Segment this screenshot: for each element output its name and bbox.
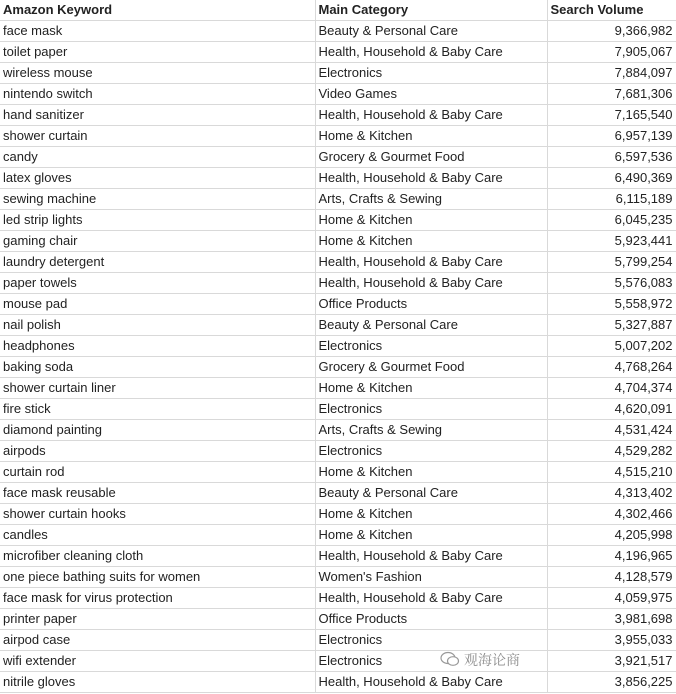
category-cell[interactable]: Health, Household & Baby Care bbox=[315, 42, 547, 63]
table-row bbox=[0, 273, 676, 294]
wechat-icon bbox=[440, 651, 460, 673]
keyword-cell[interactable]: face mask for virus protection bbox=[0, 588, 315, 609]
search-volume-cell[interactable]: 6,115,189 bbox=[547, 189, 676, 210]
search-volume-cell[interactable]: 6,490,369 bbox=[547, 168, 676, 189]
table-row bbox=[0, 189, 676, 210]
category-cell[interactable]: Electronics bbox=[315, 441, 547, 462]
category-cell[interactable]: Home & Kitchen bbox=[315, 126, 547, 147]
table-row bbox=[0, 168, 676, 189]
category-cell[interactable]: Electronics bbox=[315, 63, 547, 84]
keyword-cell[interactable]: nitrile gloves bbox=[0, 672, 315, 693]
table-row bbox=[0, 105, 676, 126]
category-cell[interactable]: Office Products bbox=[315, 294, 547, 315]
table-row bbox=[0, 630, 676, 651]
table-row bbox=[0, 420, 676, 441]
keyword-cell[interactable]: wireless mouse bbox=[0, 63, 315, 84]
keyword-cell[interactable]: gaming chair bbox=[0, 231, 315, 252]
search-volume-cell[interactable]: 4,313,402 bbox=[547, 483, 676, 504]
keyword-cell[interactable]: mouse pad bbox=[0, 294, 315, 315]
category-cell[interactable]: Home & Kitchen bbox=[315, 525, 547, 546]
search-volume-cell[interactable]: 5,007,202 bbox=[547, 336, 676, 357]
category-cell[interactable]: Electronics bbox=[315, 399, 547, 420]
search-volume-cell[interactable]: 4,529,282 bbox=[547, 441, 676, 462]
search-volume-cell[interactable]: 4,531,424 bbox=[547, 420, 676, 441]
search-volume-cell[interactable]: 4,620,091 bbox=[547, 399, 676, 420]
keyword-cell[interactable]: microfiber cleaning cloth bbox=[0, 546, 315, 567]
category-cell[interactable]: Home & Kitchen bbox=[315, 378, 547, 399]
table-row bbox=[0, 336, 676, 357]
search-volume-cell[interactable]: 4,302,466 bbox=[547, 504, 676, 525]
search-volume-cell[interactable]: 4,128,579 bbox=[547, 567, 676, 588]
search-volume-cell[interactable]: 3,955,033 bbox=[547, 630, 676, 651]
category-cell[interactable]: Office Products bbox=[315, 609, 547, 630]
table-row bbox=[0, 546, 676, 567]
keyword-cell[interactable]: nail polish bbox=[0, 315, 315, 336]
search-volume-cell[interactable]: 4,515,210 bbox=[547, 462, 676, 483]
table-row bbox=[0, 378, 676, 399]
table-row bbox=[0, 567, 676, 588]
keyword-cell[interactable]: baking soda bbox=[0, 357, 315, 378]
keyword-cell[interactable]: face mask bbox=[0, 21, 315, 42]
category-cell[interactable]: Beauty & Personal Care bbox=[315, 21, 547, 42]
table-row bbox=[0, 147, 676, 168]
category-cell[interactable]: Home & Kitchen bbox=[315, 231, 547, 252]
category-cell[interactable]: Women's Fashion bbox=[315, 567, 547, 588]
table-row bbox=[0, 525, 676, 546]
search-volume-cell[interactable]: 9,366,982 bbox=[547, 21, 676, 42]
search-volume-cell[interactable]: 7,905,067 bbox=[547, 42, 676, 63]
category-cell[interactable]: Arts, Crafts & Sewing bbox=[315, 189, 547, 210]
table-row bbox=[0, 672, 676, 693]
header-search-volume[interactable]: Search Volume bbox=[547, 0, 676, 21]
search-volume-cell[interactable]: 4,704,374 bbox=[547, 378, 676, 399]
table-row bbox=[0, 651, 676, 672]
category-cell[interactable]: Electronics bbox=[315, 336, 547, 357]
keyword-cell[interactable]: one piece bathing suits for women bbox=[0, 567, 315, 588]
search-volume-cell[interactable]: 7,681,306 bbox=[547, 84, 676, 105]
keyword-cell[interactable]: shower curtain hooks bbox=[0, 504, 315, 525]
table-row bbox=[0, 42, 676, 63]
table-row bbox=[0, 357, 676, 378]
table-row bbox=[0, 210, 676, 231]
keyword-cell[interactable]: shower curtain bbox=[0, 126, 315, 147]
search-volume-cell[interactable]: 5,576,083 bbox=[547, 273, 676, 294]
category-cell[interactable]: Beauty & Personal Care bbox=[315, 483, 547, 504]
table-row bbox=[0, 504, 676, 525]
table-row bbox=[0, 63, 676, 84]
keyword-cell[interactable]: headphones bbox=[0, 336, 315, 357]
table-row bbox=[0, 21, 676, 42]
search-volume-cell[interactable]: 4,059,975 bbox=[547, 588, 676, 609]
category-cell[interactable]: Health, Household & Baby Care bbox=[315, 273, 547, 294]
table-row bbox=[0, 609, 676, 630]
keyword-cell[interactable]: nintendo switch bbox=[0, 84, 315, 105]
table-row bbox=[0, 231, 676, 252]
table-row bbox=[0, 483, 676, 504]
keyword-cell[interactable]: candles bbox=[0, 525, 315, 546]
category-cell[interactable]: Home & Kitchen bbox=[315, 462, 547, 483]
table-row bbox=[0, 588, 676, 609]
category-cell[interactable]: Video Games bbox=[315, 84, 547, 105]
category-cell[interactable]: Health, Household & Baby Care bbox=[315, 588, 547, 609]
keyword-cell[interactable]: candy bbox=[0, 147, 315, 168]
search-volume-cell[interactable]: 4,768,264 bbox=[547, 357, 676, 378]
search-volume-cell[interactable]: 6,045,235 bbox=[547, 210, 676, 231]
table-row bbox=[0, 294, 676, 315]
keyword-cell[interactable]: hand sanitizer bbox=[0, 105, 315, 126]
table-row bbox=[0, 315, 676, 336]
watermark-text: 观海论商 bbox=[464, 653, 520, 669]
keyword-cell[interactable]: paper towels bbox=[0, 273, 315, 294]
keyword-cell[interactable]: face mask reusable bbox=[0, 483, 315, 504]
category-cell[interactable]: Health, Household & Baby Care bbox=[315, 105, 547, 126]
category-cell[interactable]: Home & Kitchen bbox=[315, 210, 547, 231]
keyword-cell[interactable]: curtain rod bbox=[0, 462, 315, 483]
table-row bbox=[0, 399, 676, 420]
keyword-cell[interactable]: airpods bbox=[0, 441, 315, 462]
search-volume-cell[interactable]: 5,799,254 bbox=[547, 252, 676, 273]
category-cell[interactable]: Health, Household & Baby Care bbox=[315, 252, 547, 273]
category-cell[interactable]: Electronics bbox=[315, 630, 547, 651]
table-row bbox=[0, 441, 676, 462]
keyword-cell[interactable]: airpod case bbox=[0, 630, 315, 651]
keyword-cell[interactable]: fire stick bbox=[0, 399, 315, 420]
search-volume-cell[interactable]: 5,558,972 bbox=[547, 294, 676, 315]
search-volume-cell[interactable]: 4,196,965 bbox=[547, 546, 676, 567]
search-volume-cell[interactable]: 3,981,698 bbox=[547, 609, 676, 630]
category-cell[interactable]: Grocery & Gourmet Food bbox=[315, 357, 547, 378]
keyword-cell[interactable]: printer paper bbox=[0, 609, 315, 630]
header-row bbox=[0, 0, 676, 21]
keyword-cell[interactable]: diamond painting bbox=[0, 420, 315, 441]
category-cell[interactable]: Beauty & Personal Care bbox=[315, 315, 547, 336]
table-row bbox=[0, 252, 676, 273]
category-cell[interactable]: Health, Household & Baby Care bbox=[315, 546, 547, 567]
search-volume-cell[interactable]: 5,923,441 bbox=[547, 231, 676, 252]
keyword-cell[interactable]: toilet paper bbox=[0, 42, 315, 63]
search-volume-cell[interactable]: 4,205,998 bbox=[547, 525, 676, 546]
search-volume-cell[interactable]: 7,165,540 bbox=[547, 105, 676, 126]
category-cell[interactable]: Health, Household & Baby Care bbox=[315, 672, 547, 693]
keyword-cell[interactable]: sewing machine bbox=[0, 189, 315, 210]
search-volume-cell[interactable]: 7,884,097 bbox=[547, 63, 676, 84]
table-row bbox=[0, 84, 676, 105]
table-row bbox=[0, 462, 676, 483]
search-volume-cell[interactable]: 3,921,517 bbox=[547, 651, 676, 672]
header-category[interactable]: Main Category bbox=[315, 0, 547, 21]
search-volume-cell[interactable]: 6,957,139 bbox=[547, 126, 676, 147]
header-keyword[interactable]: Amazon Keyword bbox=[0, 0, 315, 21]
search-volume-cell[interactable]: 3,856,225 bbox=[547, 672, 676, 693]
keyword-cell[interactable]: led strip lights bbox=[0, 210, 315, 231]
category-cell[interactable]: Home & Kitchen bbox=[315, 504, 547, 525]
category-cell[interactable]: Electronics bbox=[315, 651, 547, 672]
category-cell[interactable]: Arts, Crafts & Sewing bbox=[315, 420, 547, 441]
keyword-cell[interactable]: shower curtain liner bbox=[0, 378, 315, 399]
category-cell[interactable]: Grocery & Gourmet Food bbox=[315, 147, 547, 168]
search-volume-cell[interactable]: 5,327,887 bbox=[547, 315, 676, 336]
table-row bbox=[0, 126, 676, 147]
search-volume-cell[interactable]: 6,597,536 bbox=[547, 147, 676, 168]
watermark bbox=[440, 652, 520, 671]
keyword-cell[interactable]: wifi extender bbox=[0, 651, 315, 672]
keyword-cell[interactable]: laundry detergent bbox=[0, 252, 315, 273]
keyword-cell[interactable]: latex gloves bbox=[0, 168, 315, 189]
category-cell[interactable]: Health, Household & Baby Care bbox=[315, 168, 547, 189]
